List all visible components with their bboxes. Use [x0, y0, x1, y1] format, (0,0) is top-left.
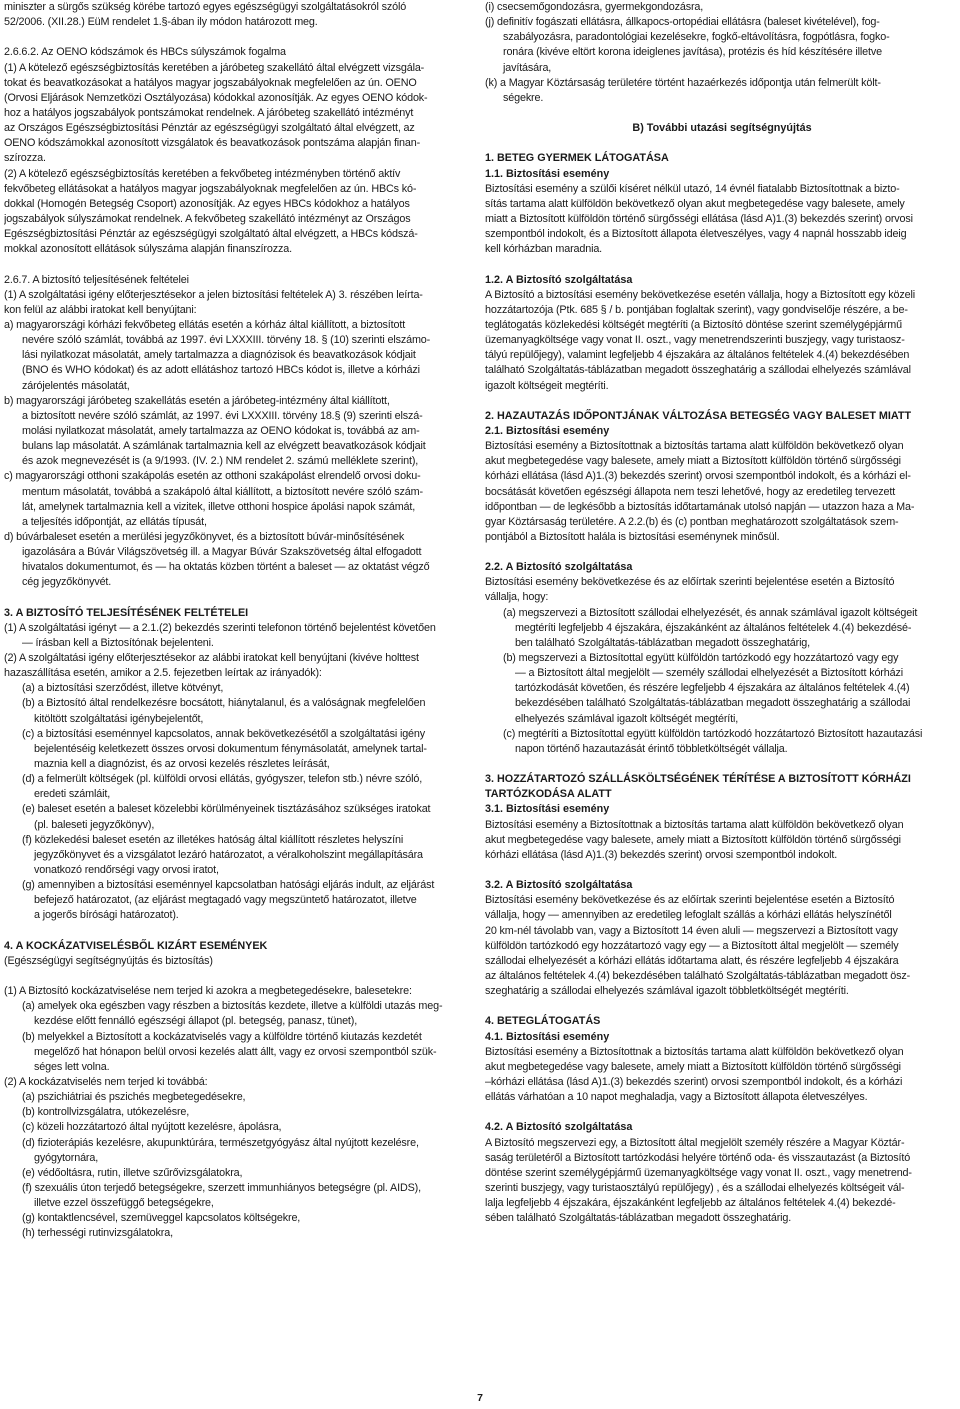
text-line: (i) csecsemőgondozásra, gyermekgondozásra, [485, 1, 704, 13]
text-line: 2.6.7. A biztosító teljesítésének feltételei [4, 273, 189, 286]
text-line: kon felül az alábbi iratokat kell benyújtani: [4, 303, 197, 316]
text-line: megtéríti legfeljebb 4 éjszakára, éjszakánként az általános feltételek 4.(4) bekezdésé- [515, 621, 912, 634]
text-line: — a Biztosított által megjelölt — személy szállodai elhelyezését a Biztosított kórházi [515, 667, 903, 680]
text-line: ben található Szolgáltatás-táblázatban megadott összeghatárig, [515, 636, 811, 649]
text-line: (a) megszervezi a Biztosított szállodai elhelyezését, és annak számlával igazolt költségeit [503, 606, 918, 619]
section-heading: 3. HOZZÁTARTOZÓ SZÁLLÁSKÖLTSÉGÉNEK TÉRÍTÉSE A BIZTOSÍTOTT KÓRHÁZI [485, 773, 911, 786]
text-line: (2) A szolgáltatási igény előterjesztésekor az alábbi iratokat kell benyújtani (kivéve holttest [4, 652, 419, 665]
text-line: hoz a hatályos jogszabályok pontszámokat rendelnek. A járóbeteg szakellátó intézményt [4, 106, 414, 119]
section-heading: 4.2. A Biztosító szolgáltatása [485, 1121, 633, 1134]
text-line: (1) A szolgáltatási igény előterjesztésekor a jelen biztosítási feltételek A) 3. részében leírta- [4, 288, 423, 301]
text-line: OENO kódszámokkal azonosított vizsgálatok és beavatkozások pontszáma alapján finan- [4, 137, 421, 150]
paragraph-spacer [485, 757, 959, 772]
text-line: saság területéről a Biztosított tartózkodási helyére történő oda- és visszautazást (a Biztosító [485, 1151, 911, 1164]
text-line: szállodai elhelyezését a kórházi ellátás időtartama alatt, és részére legfeljebb 4 éjszakára [485, 954, 899, 967]
text-line: sítás tartama alatt külföldön bekövetkező olyan akut megbetegedése vagy balesete, amely [485, 197, 905, 210]
text-line: bekezdésében található Szolgáltatás-táblázatban megadott összeghatárig a szállodai [515, 697, 911, 710]
left-column [4, 0, 478, 1242]
section-heading: 2. HAZAUTAZÁS IDŐPONTJÁNAK VÁLTOZÁSA BETEGSÉG VAGY BALESET MIATT [485, 409, 912, 422]
text-line: Biztosítási esemény a Biztosítottnak a biztosítás tartama alatt külföldön bekövetkező olyan [485, 440, 904, 453]
text-line: tályú repülőjegy), valamint legfeljebb 4 éjszakára az általános feltételek 4.(4) bekezdésében [485, 349, 910, 362]
text-line: a biztosított nevére szóló számlát, az 1997. évi LXXXIII. törvény 18.§ (9) szerinti elszá- [22, 409, 423, 422]
text-line: ellátás várhatóan a 10 napot meghaladja, vagy a Biztosított állapota életveszélyes. [485, 1091, 868, 1104]
text-line: vállalja, hogy — amennyiben az eredetileg lefoglalt szállás a kórházi ellátás helyszínétől [485, 909, 892, 922]
text-line: (b) megszervezi a Biztosítottal együtt külföldön tartózkodó egy hozzátartozó vagy egy [503, 652, 899, 665]
text-line: a teljesítés időpontját, az ellátás típusát, [22, 515, 207, 528]
text-line: tokat és beavatkozásokat a hatályos magyar jogszabályoknak megfelelően az ún. OENO [4, 76, 417, 89]
text-line: az általános feltételek 4.(4) bekezdésében található Szolgáltatás-táblázatban megadott ösz- [485, 970, 911, 982]
text-line: (d) fizioterápiás kezelésre, akupunktúrára, természetgyógyász által nyújtott kezelésre, [22, 1136, 419, 1149]
text-line: ségekre. [503, 91, 544, 104]
text-line: (g) kontaktlencsével, szemüveggel kapcsolatos költségekre, [22, 1212, 301, 1225]
text-line: gyógytornára, [34, 1151, 99, 1164]
text-line: (2) A kötelező egészségbiztosítás keretében a fekvőbeteg intézményben történő aktív [4, 167, 401, 180]
text-line: Biztosítási esemény a szülői kíséret nélkül utazó, 14 évnél fiatalabb Biztosítottnak a bizto- [485, 182, 900, 195]
paragraph-spacer [4, 924, 478, 939]
text-line: és azok megnevezését is (a 9/1993. (IV. 2.) NM rendelet 2. számú melléklete szerint), [22, 455, 419, 468]
section-heading: 1.2. A Biztosító szolgáltatása [485, 273, 633, 286]
text-line: (a) a biztosítási szerződést, illetve kötvényt, [22, 682, 224, 695]
text-line: található Szolgáltatás-táblázatban megadott összeghatárig a szállodai elhelyezés számlával [485, 364, 911, 377]
text-line: sében található Szolgáltatás-táblázatban megadott összeghatárig. [485, 1212, 792, 1225]
text-line: (pl. baleseti jegyzőkönyv), [34, 818, 155, 831]
text-line: igazolására a Búvár Világszövetség ill. a Magyar Búvár Szakszövetség által elfogadott [22, 546, 422, 559]
page-number: 7 [477, 1392, 483, 1404]
text-line: miatt a Biztosított külföldön történő sürgősségi ellátása (lásd A)1.(3) bekezdés szerint) orvosi [485, 212, 913, 225]
text-line: javítására, [503, 61, 552, 74]
paragraph-spacer [4, 30, 478, 45]
text-line: maznia kell a diagnózist, és az orvosi kezelés részletes leírását, [34, 758, 330, 771]
text-line: elhelyezés számlával igazolt költségét megtéríti, [515, 712, 739, 725]
text-line: vállalja, hogy: [485, 591, 549, 604]
text-line: lát, amelynek tartalmaznia kell a vizitek, illetve otthoni hospice ápolási napok számát, [22, 500, 416, 513]
text-line: hozzátartozója (Ptk. 685 § / b. pontjában foglaltak szerint), vagy gondviselője részére, a be- [485, 303, 908, 316]
paragraph-spacer [485, 394, 959, 409]
text-line: (b) kontrollvizsgálatra, utókezelésre, [22, 1106, 190, 1119]
text-line: eredeti számláit, [34, 788, 111, 801]
text-line: kórházi ellátása (lásd A)1.(3) bekezdés szerint) orvosi szempontból indokolt, és a kórházi el- [485, 470, 911, 483]
text-line: (b) a Biztosító által rendelkezésre bocsátott, hiánytalanul, és a valóságnak megfelelően [22, 697, 426, 710]
text-line: c) magyarországi otthoni szakápolás esetén az otthoni szakápolást elrendelő orvosi doku- [4, 470, 421, 483]
paragraph-spacer [485, 1105, 959, 1120]
text-line: ronára (kivéve eltört korona ideiglenes javítása), protézis és híd készítésére illetve [503, 46, 882, 59]
text-line: külföldön tartózkodó egy hozzátartozó vagy egy — a Biztosított által megjelölt — személy [485, 939, 899, 952]
section-heading: TARTÓZKODÁSA ALATT [485, 788, 612, 801]
text-line: dokkal (Homogén Betegség Csoport) azonosítják. Az egyes HBCs kódokhoz a hatályos [4, 197, 410, 210]
text-line: (f) szexuális úton terjedő betegségekre, szerzett immunhiányos betegségre (pl. AIDS), [22, 1181, 421, 1194]
text-line: igazolt költségeit megtéríti. [485, 379, 609, 392]
text-line: szabályozásra, paradontológiai kezelésekre, fogkő-eltávolításra, fogpótlásra, fogko- [503, 31, 890, 44]
text-line: kórházi ellátása (lásd A)1.(3) bekezdés szerint) orvosi szempontból indokolt. [485, 848, 838, 861]
paragraph-spacer [485, 257, 959, 272]
text-line: napon történő hazautazását érintő többletköltségét vállalja. [515, 742, 788, 755]
text-line: (j) definitív fogászati ellátásra, állkapocs-ortopédiai ellátásra (baleset kivételével), fog- [485, 16, 880, 29]
text-line: (c) a biztosítási eseménnyel kapcsolatos, annak bekövetkezésétől a szolgáltatási igény [22, 727, 426, 740]
text-line: mokkal azonosított ellátások súlyszáma alapján finanszírozza. [4, 243, 292, 256]
text-line: 20 km-nél távolabb van, vagy a Biztosított 14 éven aluli — megszervezi a Biztosított vagy [485, 924, 898, 937]
text-line: szírozza. [4, 152, 46, 165]
text-line: Biztosítási esemény a Biztosítottnak a biztosítás tartama alatt külföldön bekövetkező olyan [485, 818, 904, 831]
text-line: 2.6.6.2. Az OENO kódszámok és HBCs súlyszámok fogalma [4, 46, 286, 59]
section-heading: 2.2. A Biztosító szolgáltatása [485, 561, 633, 574]
text-line: lalja legfeljebb 4 éjszakára, éjszakánként legfeljebb az általános feltételek 4.(4) bekezdé- [485, 1197, 896, 1210]
text-line: szeghatárig a szállodai elhelyezés számlával igazolt többletköltségét megtéríti. [485, 985, 849, 998]
text-line: vonatkozó rendőrségi vagy orvosi iratot, [34, 864, 219, 877]
text-line: (1) A Biztosító kockázatviselése nem terjed ki azokra a megbetegedésekre, balesetekre: [4, 985, 412, 998]
section-heading: B) További utazási segítségnyújtás [632, 122, 812, 135]
text-line: lási nyilatkozat másolatát, amely tartalmazza a diagnózisok és beavatkozások kódjait [22, 349, 416, 362]
text-line: (e) baleset esetén a baleset közelebbi körülményeinek tisztázásához szükséges iratokat [22, 803, 431, 816]
text-line: (g) amennyiben a biztosítási eseménnyel kapcsolatban hatósági eljárás indult, az eljárást [22, 879, 435, 892]
section-heading: 4. BETEGLÁTOGATÁS [485, 1015, 601, 1028]
section-heading: 4.1. Biztosítási esemény [485, 1030, 610, 1043]
paragraph-spacer [485, 136, 959, 151]
text-line: (1) A szolgáltatási igényt — a 2.1.(2) bekezdés szerinti telefonon történő bejelentést követően [4, 621, 436, 634]
text-line: (c) közeli hozzátartozó által nyújtott kezelésre, ápolásra, [22, 1121, 282, 1134]
right-column [485, 0, 959, 1226]
text-line: kell kórházban maradnia. [485, 243, 603, 256]
text-line: bejelentéséig keletkezett összes orvosi dokumentum fénymásolatát, amelynek tartal- [34, 742, 427, 755]
text-line: (1) A kötelező egészségbiztosítás keretében a járóbeteg szakellátó által elvégzett vizsgála- [4, 61, 425, 74]
paragraph-spacer [4, 969, 478, 984]
text-line: séges lett volna. [34, 1060, 110, 1073]
text-line: (a) pszichiátriai és pszichés megbetegedésekre, [22, 1091, 246, 1104]
text-line: –kórházi ellátása (lásd A)1.(3) bekezdés szerint) orvosi szempontból indokolt, és a kórházi [485, 1075, 903, 1088]
text-line: zárójelentés másolatát, [22, 379, 130, 392]
text-line: d) búvárbaleset esetén a merülési jegyzőkönyvet, és a biztosított búvár-minősítésének [4, 530, 405, 543]
text-line: megelőző hat hónapon belül orvosi kezelés alatt állt, vagy ez orvosi szempontból szük- [34, 1045, 437, 1058]
section-heading: 2.1. Biztosítási esemény [485, 424, 610, 437]
section-heading: 3.2. A Biztosító szolgáltatása [485, 879, 633, 892]
text-line: (a) amelyek oka egészben vagy részben a biztosítás kezdete, illetve a külföldi utazás meg- [22, 1000, 443, 1013]
text-line: a jogerős bírósági határozatot). [34, 909, 179, 922]
text-line: hazaszállítása esetén, amikor a 2.5. fejezetben leírtak az irányadók): [4, 667, 322, 680]
text-line: Biztosítási esemény bekövetkezése és az előírtak szerinti bejelentése esetén a Biztosító [485, 894, 895, 907]
text-line: nevére szóló számlát, továbbá az 1997. évi LXXXIII. törvény 18. § (10) szerinti elszámo- [22, 334, 431, 347]
text-line: akut megbetegedése vagy balesete, amely miatt a Biztosított külföldön történő sürgősségi [485, 833, 901, 846]
paragraph-spacer [4, 590, 478, 605]
text-line: (c) megtéríti a Biztosítottal együtt külföldön tartózkodó hozzátartozó Biztosított hazautazási [503, 727, 923, 740]
section-heading: 4. A KOCKÁZATVISELÉSBŐL KIZÁRT ESEMÉNYEK [4, 939, 268, 952]
text-line: befejező határozatot, (az eljárást megtagadó vagy megszüntető határozatot, illetve [34, 894, 417, 907]
text-line: molási nyilatkozat másolatát, amely tartalmazza az OENO kódokat is, továbbá az am- [22, 424, 420, 437]
text-line: (b) melyekkel a Biztosított a kockázatviselés vagy a külföldre történő kiutazás kezdetét [22, 1030, 422, 1043]
text-line: jegyzőkönyvet és a vizsgálatot lezáró határozatot, a véralkoholszint megállapítására [34, 848, 423, 861]
text-line: 52/2006. (XII.28.) EüM rendelet 1.§-ában ily módon határozott meg. [4, 16, 318, 29]
text-line: akut megbetegedése vagy balesete, amely miatt a Biztosított külföldön történő sürgősségi [485, 1060, 901, 1073]
paragraph-spacer [4, 257, 478, 272]
text-line: időpontban — de legkésőbb a biztosítás időtartamának utolsó napján — utazzon haza a Ma- [485, 500, 915, 513]
text-line: illetve ezzel összefüggő betegségekre, [34, 1197, 214, 1210]
text-line: döntése szerint személygépjármű üzemanyagköltsége vagy vonat II. oszt., vagy menetrend- [485, 1166, 912, 1179]
text-line: az Országos Egészségbiztosítási Pénztár az egészségügyi szolgáltató által elvégzett, az [4, 122, 415, 135]
text-line: A Biztosító a biztosítási esemény bekövetkezése esetén vállalja, hogy a Biztosított egy közeli [485, 288, 916, 301]
paragraph-spacer [485, 999, 959, 1014]
section-heading: 1.1. Biztosítási esemény [485, 167, 610, 180]
text-line: bocsátását követően egészségi állapota nem teszi lehetővé, hogy az eredetileg tervezett [485, 485, 896, 498]
text-line: (e) védőoltásra, rutin, illetve szűrővizsgálatokra, [22, 1166, 243, 1179]
text-line: hivatalos dokumentumot, és — ha oktatás közben történt a baleset — az oktatást végző [22, 561, 430, 574]
text-line: (h) terhességi rutinvizsgálatokra, [22, 1227, 173, 1240]
text-line: fekvőbeteg ellátásokat a hatályos magyar jogszabályoknak megfelelően az ún. HBCs kó- [4, 182, 417, 195]
text-line: gyar Köztársaság területére. A 2.2.(b) és (c) pontban meghatározott szolgáltatások szem- [485, 515, 899, 528]
text-line: b) magyarországi járóbeteg szakellátás esetén a járóbeteg-intézmény által kiállított, [4, 394, 390, 407]
section-heading: 1. BETEG GYERMEK LÁTOGATÁSA [485, 152, 669, 165]
text-line: (Orvosi Eljárások Nemzetközi Osztályozása) kódokkal azonosítják. Az egyes OENO kódok- [4, 91, 428, 104]
text-line: mentum másolatát, továbbá a szakápoló által kiállított, a biztosított nevére szóló szám- [22, 485, 423, 498]
text-line: (Egészségügyi segítségnyújtás és biztosítás) [4, 954, 213, 967]
section-heading: 3. A BIZTOSÍTÓ TELJESÍTÉSÉNEK FELTÉTELEI [4, 606, 249, 619]
text-line: (d) a felmerült költségek (pl. külföldi orvosi ellátás, gyógyszer, telefon stb.) névre szóló, [22, 773, 423, 786]
text-line: akut megbetegedése vagy balesete, amely miatt a Biztosított külföldön történő sürgősségi [485, 455, 901, 468]
text-line: kezdése előtt fennálló egészségi állapot (pl. betegség, panasz, tünet), [34, 1015, 358, 1028]
paragraph-spacer [485, 863, 959, 878]
text-line: pontjából a Biztosított halála is biztosítási eseménynek minősül. [485, 530, 780, 543]
text-line: Egészségbiztosítási Pénztár az egészségügyi szolgáltató által elvégzett, a HBCs kódszá- [4, 228, 418, 241]
text-line: — írásban kell a Biztosítónak bejelenteni. [22, 636, 214, 649]
text-line: szempontból indokolt, és a Biztosított állapota életveszélyes, vagy 4 napnál hosszabb ideig [485, 228, 907, 241]
text-line: tartózkodását követően, és részére legfeljebb 4 éjszakára az általános feltételek 4.(4) [515, 682, 910, 695]
text-line: Biztosítási esemény a Biztosítottnak a biztosítás tartama alatt külföldön bekövetkező olyan [485, 1045, 904, 1058]
text-line: Biztosítási esemény bekövetkezése és az előírtak szerinti bejelentése esetén a Biztosító [485, 576, 895, 589]
text-line: A Biztosító megszervezi egy, a Biztosított által megjelölt személy részére a Magyar Köztár- [485, 1136, 905, 1149]
text-line: bulans lap másolatát. A számlának tartalmaznia kell az elvégzett beavatkozások kódjait [22, 440, 426, 453]
text-line: (f) közlekedési baleset esetén az illetékes hatóság által kiállított részletes helyszíni [22, 833, 404, 846]
text-line: miniszter a sürgős szükség körébe tartozó egyes egészségügyi szolgáltatásokról szóló [4, 1, 407, 13]
text-line: cég jegyzőkönyvét. [22, 576, 112, 589]
text-line: (k) a Magyar Köztársaság területére történt hazaérkezés időpontja után felmerült költ- [485, 76, 881, 89]
text-line: üzemanyagköltsége vagy vonat II. oszt., vagy menetrendszerinti buszjegy, vagy turistaosz- [485, 334, 905, 347]
text-line: a) magyarországi kórházi fekvőbeteg ellátás esetén a kórház által kiállított, a biztosított [4, 318, 406, 331]
paragraph-spacer [485, 545, 959, 560]
text-line: szerinti buszjegy, vagy turistaosztályú repülőjegy) , és a szállodai elhelyezés költségeit vál- [485, 1181, 905, 1194]
text-line: jogszabályok súlyszámokat rendelnek. A fekvőbeteg szakellátó intézményt az Országos [4, 212, 411, 225]
paragraph-spacer [485, 106, 959, 121]
section-heading: 3.1. Biztosítási esemény [485, 803, 610, 816]
text-line: (BNO és WHO kódokat) és az adott ellátáshoz tartozó HBCs kódot is, illetve a kórházi [22, 364, 420, 377]
text-line: (2) A kockázatviselés nem terjed ki továbbá: [4, 1075, 208, 1088]
text-line: kitöltött szolgáltatási igénybejelentőt, [34, 712, 204, 725]
text-line: teglátogatás közlekedési költségét megtéríti (a Biztosító döntése szerint személygépjármű [485, 318, 902, 331]
